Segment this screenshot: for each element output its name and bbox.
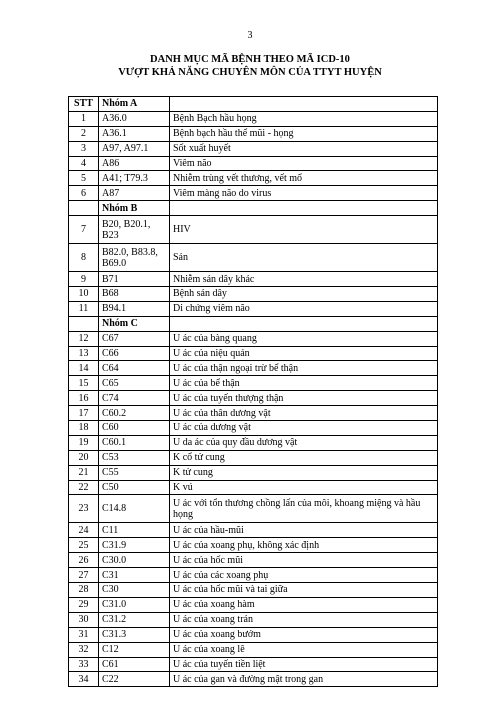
icd-code-cell: C31.2 <box>99 612 170 627</box>
stt-cell: 7 <box>69 216 99 244</box>
document-title <box>0 53 500 79</box>
table-row <box>69 171 438 186</box>
disease-name-cell: U ác của thân dương vật <box>170 406 438 421</box>
disease-name-cell: U ác của bàng quang <box>170 331 438 346</box>
page-number: 3 <box>247 30 253 41</box>
group-stt-cell <box>69 316 99 331</box>
stt-cell: 25 <box>69 538 99 553</box>
title-line-1: DANH MỤC MÃ BỆNH THEO MÃ ICD-10 <box>150 54 350 65</box>
disease-name-cell: U ác của xoang trán <box>170 612 438 627</box>
icd-code-cell: A36.1 <box>99 126 170 141</box>
table-row <box>69 672 438 687</box>
group-empty-cell <box>170 316 438 331</box>
table-row <box>69 627 438 642</box>
icd-code-cell: B82.0, B83.8, B69.0 <box>99 244 170 272</box>
icd-code-cell: C31.3 <box>99 627 170 642</box>
stt-cell: 3 <box>69 141 99 156</box>
icd-code-cell: B20, B20.1, B23 <box>99 216 170 244</box>
icd-code-cell: C31 <box>99 568 170 583</box>
table-row <box>69 657 438 672</box>
table-row <box>69 126 438 141</box>
icd-code-cell: A86 <box>99 156 170 171</box>
icd-code-cell: C55 <box>99 465 170 480</box>
icd-code-cell: C11 <box>99 523 170 538</box>
icd-code-cell: A36.0 <box>99 111 170 126</box>
table-row <box>69 376 438 391</box>
icd-code-cell: C31.0 <box>99 597 170 612</box>
table-row <box>69 272 438 287</box>
disease-name-cell: K vú <box>170 480 438 495</box>
table-row <box>69 141 438 156</box>
stt-cell: 27 <box>69 568 99 583</box>
icd-code-cell: C60.1 <box>99 435 170 450</box>
disease-name-cell: K cổ tử cung <box>170 450 438 465</box>
table-row <box>69 523 438 538</box>
icd-code-cell: C65 <box>99 376 170 391</box>
disease-name-cell: U ác của dương vật <box>170 421 438 436</box>
table-row <box>69 346 438 361</box>
stt-cell: 2 <box>69 126 99 141</box>
icd-code-cell: C30 <box>99 583 170 598</box>
stt-cell: 33 <box>69 657 99 672</box>
table-row <box>69 111 438 126</box>
table-row <box>69 465 438 480</box>
stt-cell: 17 <box>69 406 99 421</box>
icd-code-cell: B68 <box>99 287 170 302</box>
stt-cell: 21 <box>69 465 99 480</box>
stt-cell: 4 <box>69 156 99 171</box>
table-row <box>69 597 438 612</box>
group-stt-cell <box>69 201 99 216</box>
disease-name-cell: Bệnh sán dây <box>170 287 438 302</box>
stt-cell: 32 <box>69 642 99 657</box>
stt-cell: 23 <box>69 495 99 523</box>
disease-name-cell: Viêm màng não do virus <box>170 186 438 201</box>
disease-name-cell: U ác của xoang lê <box>170 642 438 657</box>
disease-name-cell: U ác của các xoang phụ <box>170 568 438 583</box>
icd-table <box>68 96 438 687</box>
stt-cell: 19 <box>69 435 99 450</box>
stt-cell: 34 <box>69 672 99 687</box>
table-row <box>69 538 438 553</box>
disease-name-cell: U ác của gan và đường mật trong gan <box>170 672 438 687</box>
stt-cell: 8 <box>69 244 99 272</box>
disease-name-cell: Sốt xuất huyết <box>170 141 438 156</box>
table-row <box>69 568 438 583</box>
table-row <box>69 480 438 495</box>
group-empty-cell <box>170 201 438 216</box>
stt-cell: 20 <box>69 450 99 465</box>
table-header-row <box>69 97 438 112</box>
table-row <box>69 435 438 450</box>
disease-name-cell: HIV <box>170 216 438 244</box>
stt-cell: 31 <box>69 627 99 642</box>
disease-name-cell: U ác của bể thận <box>170 376 438 391</box>
disease-name-cell: Sán <box>170 244 438 272</box>
icd-code-cell: C66 <box>99 346 170 361</box>
table-row <box>69 301 438 316</box>
icd-code-cell: C31.9 <box>99 538 170 553</box>
stt-cell: 24 <box>69 523 99 538</box>
group-header: Nhóm A <box>99 97 170 112</box>
stt-cell: 5 <box>69 171 99 186</box>
table-body <box>69 111 438 686</box>
icd-code-cell: C53 <box>99 450 170 465</box>
icd-code-cell: C61 <box>99 657 170 672</box>
table-row <box>69 156 438 171</box>
icd-code-cell: C22 <box>99 672 170 687</box>
disease-name-cell: U ác của hốc mũi <box>170 553 438 568</box>
empty-header <box>170 97 438 112</box>
stt-cell: 9 <box>69 272 99 287</box>
disease-name-cell: U ác của xoang hàm <box>170 597 438 612</box>
table-row <box>69 642 438 657</box>
disease-name-cell: Di chứng viêm não <box>170 301 438 316</box>
table-row <box>69 406 438 421</box>
icd-code-cell: C12 <box>99 642 170 657</box>
icd-code-cell: A41; T79.3 <box>99 171 170 186</box>
disease-name-cell: U ác của thận ngoại trừ bể thận <box>170 361 438 376</box>
table-row <box>69 495 438 523</box>
table-row <box>69 391 438 406</box>
table-row <box>69 186 438 201</box>
icd-code-cell: C14.8 <box>99 495 170 523</box>
icd-code-cell: C30.0 <box>99 553 170 568</box>
disease-name-cell: U ác của hốc mũi và tai giữa <box>170 583 438 598</box>
group-row <box>69 201 438 216</box>
disease-name-cell: U ác với tổn thương chồng lấn của môi, khoang miệng và hầu họng <box>170 495 438 523</box>
stt-cell: 11 <box>69 301 99 316</box>
icd-code-cell: C60.2 <box>99 406 170 421</box>
icd-code-cell: B71 <box>99 272 170 287</box>
group-name-cell: Nhóm B <box>99 201 170 216</box>
stt-cell: 15 <box>69 376 99 391</box>
disease-name-cell: U ác của niệu quản <box>170 346 438 361</box>
stt-cell: 26 <box>69 553 99 568</box>
icd-code-cell: A97, A97.1 <box>99 141 170 156</box>
disease-name-cell: U ác của xoang phụ, không xác định <box>170 538 438 553</box>
table-row <box>69 287 438 302</box>
icd-code-cell: B94.1 <box>99 301 170 316</box>
table-row <box>69 583 438 598</box>
icd-code-cell: C64 <box>99 361 170 376</box>
table-row <box>69 553 438 568</box>
stt-cell: 13 <box>69 346 99 361</box>
group-row <box>69 316 438 331</box>
group-name-cell: Nhóm C <box>99 316 170 331</box>
icd-code-cell: C60 <box>99 421 170 436</box>
disease-name-cell: Bệnh bạch hầu thể mũi - họng <box>170 126 438 141</box>
disease-name-cell: Nhiễm trùng vết thương, vết mổ <box>170 171 438 186</box>
title-line-2: VƯỢT KHẢ NĂNG CHUYÊN MÔN CỦA TTYT HUYỆN <box>118 67 382 78</box>
stt-cell: 30 <box>69 612 99 627</box>
table-row <box>69 361 438 376</box>
table-row <box>69 244 438 272</box>
disease-name-cell: Viêm não <box>170 156 438 171</box>
stt-cell: 6 <box>69 186 99 201</box>
disease-name-cell: U ác của tuyến thượng thận <box>170 391 438 406</box>
stt-cell: 22 <box>69 480 99 495</box>
table-row <box>69 216 438 244</box>
stt-cell: 16 <box>69 391 99 406</box>
icd-code-cell: C74 <box>99 391 170 406</box>
disease-name-cell: U ác của hầu-mũi <box>170 523 438 538</box>
stt-cell: 28 <box>69 583 99 598</box>
icd-code-cell: C50 <box>99 480 170 495</box>
disease-name-cell: K tử cung <box>170 465 438 480</box>
icd-code-cell: A87 <box>99 186 170 201</box>
disease-name-cell: Bệnh Bạch hầu họng <box>170 111 438 126</box>
table-row <box>69 331 438 346</box>
table-row <box>69 612 438 627</box>
stt-header: STT <box>69 97 99 112</box>
table-row <box>69 421 438 436</box>
stt-cell: 1 <box>69 111 99 126</box>
disease-name-cell: Nhiễm sán dây khác <box>170 272 438 287</box>
icd-code-cell: C67 <box>99 331 170 346</box>
stt-cell: 10 <box>69 287 99 302</box>
stt-cell: 12 <box>69 331 99 346</box>
stt-cell: 29 <box>69 597 99 612</box>
stt-cell: 18 <box>69 421 99 436</box>
disease-name-cell: U da ác của quy đầu dương vật <box>170 435 438 450</box>
table-row <box>69 450 438 465</box>
stt-cell: 14 <box>69 361 99 376</box>
disease-name-cell: U ác của xoang bướm <box>170 627 438 642</box>
disease-name-cell: U ác của tuyến tiền liệt <box>170 657 438 672</box>
